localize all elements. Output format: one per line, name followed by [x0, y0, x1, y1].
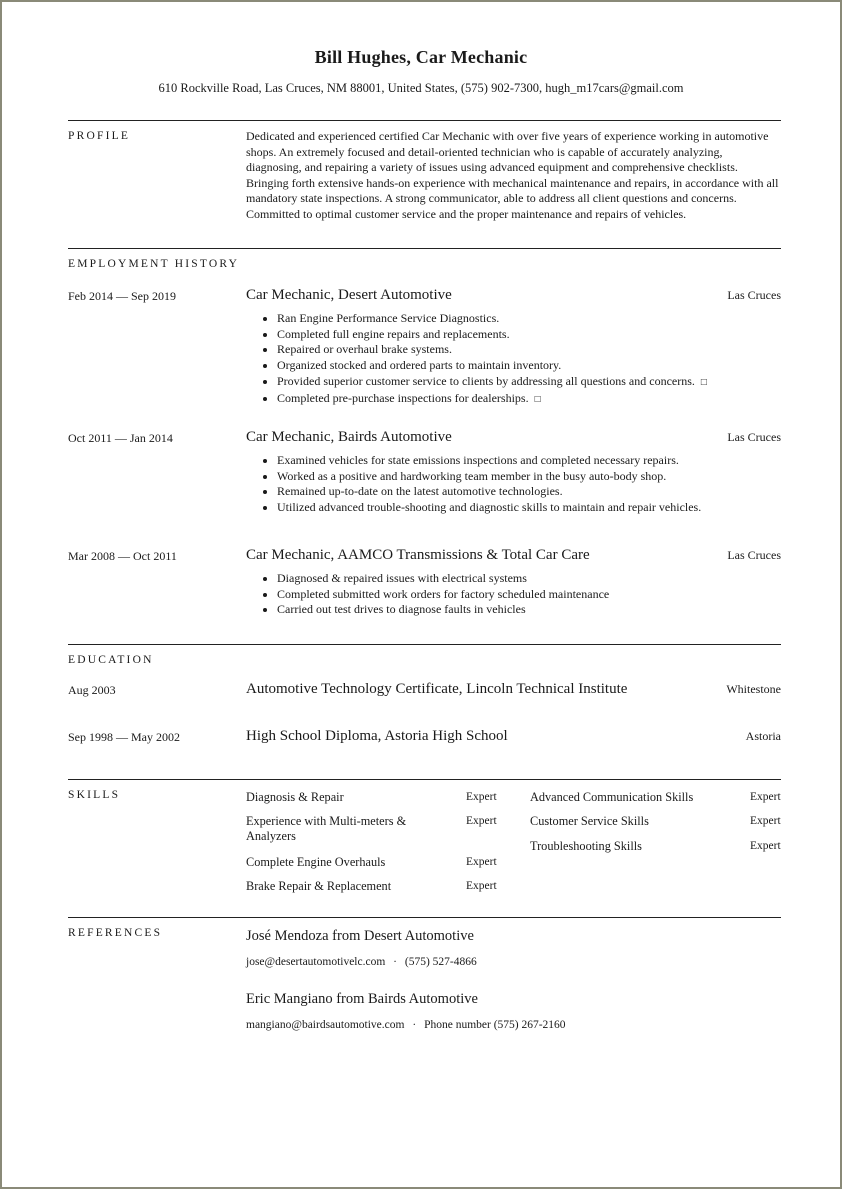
education-location: Whitestone — [726, 682, 781, 696]
job-bullet — [277, 391, 787, 408]
job-bullet: • Examined vehicles for state emissions inspections and completed necessary repairs. — [277, 453, 787, 469]
job-bullet: • Repaired or overhaul brake systems. — [277, 342, 787, 358]
candidate-name: Bill Hughes, Car Mechanic — [314, 47, 528, 67]
missing-glyph-icon: □ — [700, 376, 707, 388]
skill-name: Advanced Communication Skills — [530, 790, 694, 804]
job-bullet: • Utilized advanced trouble-shooting and diagnostic skills to maintain and repair vehicles. — [277, 500, 787, 516]
skill-name: Complete Engine Overhauls — [246, 855, 386, 869]
education-section — [68, 644, 781, 780]
job-bullet: • Completed full engine repairs and replacements. — [277, 327, 787, 343]
references-heading: REFERENCES — [68, 927, 163, 939]
job-bullet — [277, 374, 787, 391]
skill-name: Brake Repair & Replacement — [246, 879, 392, 893]
missing-glyph-icon: □ — [534, 393, 541, 405]
job-dates: Oct 2011 — Jan 2014 — [68, 431, 173, 445]
skill-level: Expert — [466, 856, 497, 868]
skill-level: Expert — [750, 815, 781, 827]
reference-separator: · — [412, 1019, 417, 1031]
job-title: Car Mechanic, Bairds Automotive — [246, 429, 452, 445]
skill-name: Customer Service Skills — [530, 814, 649, 828]
reference-separator: · — [393, 956, 398, 968]
profile-text: Dedicated and experienced certified Car Mechanic with over five years of experience working in automotive shops. An extremely focused and detail-oriented technician who is capable of accurately analyzing, diagnosing, and repairing a variety of issues using advanced equipment and comprehensive checklists. Bringing forth extensive hands-on experience with mechanical maintenance and repairs, in accordance with all mandatory state inspections. A strong communicator, able to address all client questions and concerns. Committed to optimal customer service and the proper maintenance and repairs of vehicles. — [246, 129, 779, 221]
reference-contact — [246, 1019, 566, 1031]
job-bullet: • Remained up-to-date on the latest automotive technologies. — [277, 484, 787, 500]
education-location: Astoria — [745, 729, 781, 743]
job-bullet-text: Provided superior customer service to clients by addressing all questions and concerns. — [277, 373, 695, 388]
references-section — [68, 917, 781, 1058]
employment-heading: EMPLOYMENT HISTORY — [68, 258, 240, 270]
reference-name: Eric Mangiano from Bairds Automotive — [246, 991, 478, 1007]
skill-name: Diagnosis & Repair — [246, 790, 344, 804]
job-bullet: • Worked as a positive and hardworking team member in the busy auto-body shop. — [277, 469, 787, 485]
job-bullet: • Carried out test drives to diagnose faults in vehicles — [277, 602, 787, 618]
job-location: Las Cruces — [727, 430, 781, 444]
education-title: High School Diploma, Astoria High School — [246, 728, 508, 744]
job-bullet: • Ran Engine Performance Service Diagnostics. — [277, 311, 787, 327]
job-title: Car Mechanic, Desert Automotive — [246, 287, 452, 303]
job-bullets — [261, 453, 787, 516]
profile-section — [68, 120, 781, 249]
reference-email: jose@desertautomotivelc.com — [246, 956, 386, 968]
job-dates: Mar 2008 — Oct 2011 — [68, 549, 177, 563]
job-bullet: • Diagnosed & repaired issues with electrical systems — [277, 571, 787, 587]
job-bullet: • Completed submitted work orders for factory scheduled maintenance — [277, 587, 787, 603]
reference-phone: Phone number (575) 267-2160 — [424, 1019, 566, 1031]
job-location: Las Cruces — [727, 548, 781, 562]
skill-name: Troubleshooting Skills — [530, 839, 642, 853]
job-dates: Feb 2014 — Sep 2019 — [68, 289, 176, 303]
skill-level: Expert — [750, 791, 781, 803]
education-dates: Sep 1998 — May 2002 — [68, 730, 180, 744]
skill-level: Expert — [750, 840, 781, 852]
reference-email: mangiano@bairdsautomotive.com — [246, 1019, 405, 1031]
skill-level: Expert — [466, 880, 497, 892]
reference-phone: (575) 527-4866 — [404, 956, 477, 968]
education-dates: Aug 2003 — [68, 683, 116, 697]
employment-section — [68, 248, 781, 645]
skill-level: Expert — [466, 791, 497, 803]
job-bullets — [261, 571, 787, 618]
contact-line: 610 Rockville Road, Las Cruces, NM 88001, United States, (575) 902-7300, hugh_m17cars@gmail.com — [158, 81, 684, 95]
job-location: Las Cruces — [727, 288, 781, 302]
skill-level: Expert — [466, 815, 497, 827]
reference-contact — [246, 956, 477, 968]
skill-name: Experience with Multi-meters & Analyzers — [246, 814, 407, 843]
reference-name: José Mendoza from Desert Automotive — [246, 928, 474, 944]
profile-heading: PROFILE — [68, 130, 131, 142]
education-heading: EDUCATION — [68, 654, 154, 666]
job-bullet: • Organized stocked and ordered parts to maintain inventory. — [277, 358, 787, 374]
resume-header — [2, 2, 840, 96]
education-title: Automotive Technology Certificate, Lincoln Technical Institute — [246, 681, 628, 697]
job-bullet-text: Completed pre-purchase inspections for dealerships. — [277, 390, 529, 405]
skills-heading: SKILLS — [68, 789, 121, 801]
job-bullets — [261, 311, 787, 407]
skills-section — [68, 779, 781, 918]
job-title: Car Mechanic, AAMCO Transmissions & Total Car Care — [246, 547, 590, 563]
